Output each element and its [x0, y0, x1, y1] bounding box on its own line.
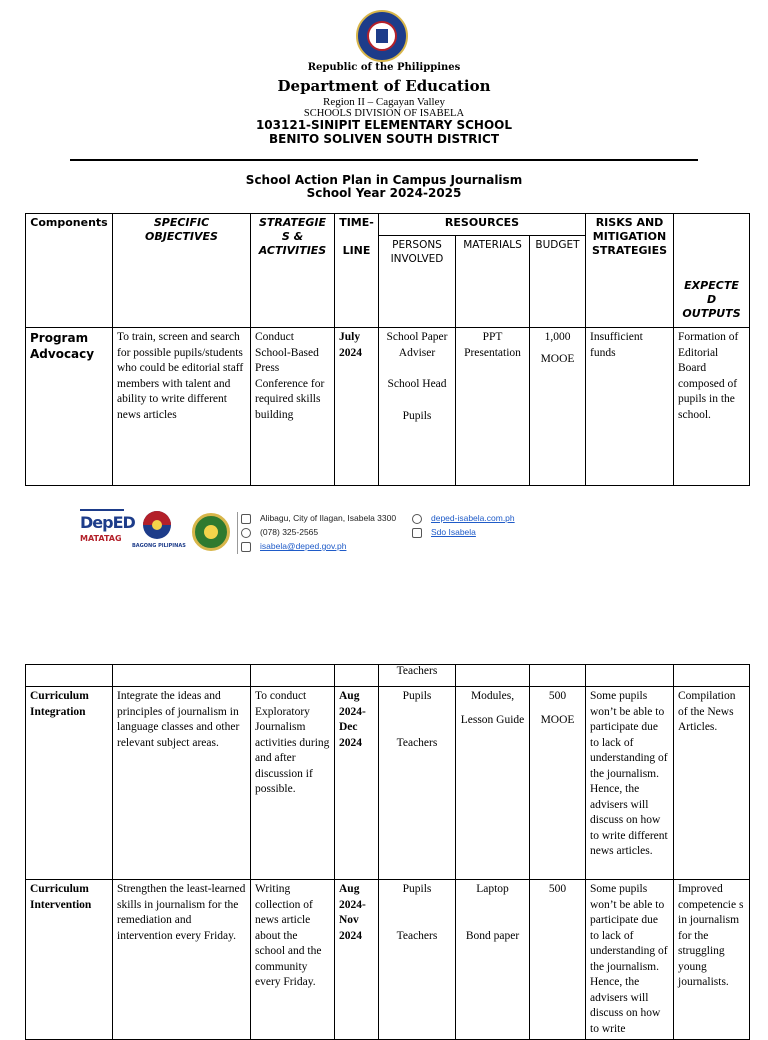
footer-website[interactable]: deped-isabela.com.ph	[431, 513, 515, 523]
budget-source: MOOE	[540, 713, 575, 726]
budget-source: MOOE	[540, 352, 575, 365]
materials-cell	[456, 687, 530, 880]
division-line: SCHOOLS DIVISION OF ISABELA	[303, 108, 465, 119]
material-item: Bond paper	[465, 929, 520, 942]
objective-cell: Integrate the ideas and principles of journalism in language classes and other relevant subject areas.	[113, 687, 251, 880]
persons-cell	[379, 880, 456, 1040]
material-item: Laptop	[476, 883, 509, 895]
material-item: Lesson Guide	[460, 713, 525, 726]
persons-cell: Teachers	[379, 665, 456, 687]
header-resources: RESOURCES	[379, 214, 586, 236]
output-cell: Formation of Editorial Board composed of pupils in the school.	[674, 328, 750, 486]
strategy-cell: To conduct Exploratory Journalism activities during and after discussion if possible.	[251, 687, 335, 880]
footer-facebook[interactable]: Sdo Isabela	[431, 527, 476, 537]
deped-seal-icon	[356, 10, 408, 62]
materials-cell: PPT Presentation	[456, 328, 530, 486]
table-row	[26, 687, 750, 880]
timeline-cell: July 2024	[335, 328, 379, 486]
person-item: School Head	[387, 378, 447, 390]
budget-cell: 500	[530, 880, 586, 1040]
table-row	[26, 328, 750, 486]
timeline-cell: Aug 2024-Nov 2024	[335, 880, 379, 1040]
budget-cell	[530, 328, 586, 486]
bagong-pilipinas-text: BAGONG PILIPINAS	[132, 543, 186, 549]
sdo-isabela-seal-icon	[192, 513, 230, 551]
header-timeline: TIME- LINE	[335, 214, 379, 328]
component-cell: Curriculum Integration	[26, 687, 113, 880]
materials-cell	[456, 880, 530, 1040]
header-persons: PERSONS INVOLVED	[379, 236, 456, 328]
timeline-cell: Aug 2024-Dec 2024	[335, 687, 379, 880]
header-outputs: EXPECTE D OUTPUTS	[674, 214, 750, 328]
phone-icon	[241, 528, 251, 538]
footer-accent-line	[80, 509, 124, 511]
department-line: Department of Education	[277, 77, 491, 95]
district-name: BENITO SOLIVEN SOUTH DISTRICT	[268, 132, 500, 146]
person-item: Pupils	[402, 690, 432, 702]
component-cell: Program Advocacy	[26, 328, 113, 486]
budget-cell	[530, 687, 586, 880]
header-risks: RISKS AND MITIGATION STRATEGIES	[586, 214, 674, 328]
person-item: Teachers	[396, 736, 438, 749]
objective-cell: Strengthen the least-learned skills in journalism for the remediation and intervention every Friday.	[113, 880, 251, 1040]
footer-phone: (078) 325-2565	[260, 527, 319, 537]
risk-cell: Insufficient funds	[586, 328, 674, 486]
matatag-logo: MATATAG	[80, 534, 122, 543]
strategy-cell: Conduct School-Based Press Conference for required skills building	[251, 328, 335, 486]
action-plan-table	[25, 213, 750, 486]
email-icon	[241, 542, 251, 552]
republic-line: Republic of the Philippines	[307, 62, 461, 73]
person-item: Teachers	[396, 929, 438, 942]
letterhead-footer	[70, 497, 530, 559]
component-cell: Curriculum Intervention	[26, 880, 113, 1040]
persons-cell	[379, 687, 456, 880]
facebook-icon	[412, 528, 422, 538]
header-materials: MATERIALS	[456, 236, 530, 328]
risk-cell: Some pupils won’t be able to participate due to lack of understanding of the journalism. Hence, the advisers will discuss on how to write different news articles.	[586, 687, 674, 880]
plan-year: School Year 2024-2025	[306, 186, 462, 200]
table-row	[26, 880, 750, 1040]
region-line: Region II – Cagayan Valley	[323, 96, 445, 108]
header-strategies: STRATEGIE S & ACTIVITIES	[251, 214, 335, 328]
plan-title: School Action Plan in Campus Journalism	[245, 173, 523, 187]
action-plan-table-continued	[25, 664, 750, 1040]
risk-cell: Some pupils won’t be able to participate due to lack of understanding of the journalism. Hence, the advisers will discuss on how to write	[586, 880, 674, 1040]
budget-value: 500	[548, 690, 567, 702]
budget-value: 1,000	[544, 331, 571, 343]
person-item: Pupils	[402, 409, 432, 422]
person-item: School Paper Adviser	[386, 331, 448, 359]
header-budget: BUDGET	[530, 236, 586, 328]
persons-cell	[379, 328, 456, 486]
footer-email[interactable]: isabela@deped.gov.ph	[260, 541, 347, 551]
material-item: Modules,	[470, 690, 515, 702]
header-components: Components	[26, 214, 113, 328]
deped-logo: DepED	[80, 513, 135, 532]
header-rule	[70, 159, 698, 161]
bagong-pilipinas-logo-icon	[138, 509, 176, 543]
objective-cell: To train, screen and search for possible pupils/students who could be editorial staff members with talent and ability to write different news articles	[113, 328, 251, 486]
globe-icon	[412, 514, 422, 524]
school-name: 103121-SINIPIT ELEMENTARY SCHOOL	[255, 118, 513, 132]
footer-divider	[237, 512, 238, 554]
footer-address: Alibagu, City of Ilagan, Isabela 3300	[260, 513, 397, 523]
output-cell: Improved competencie s in journalism for the struggling young journalists.	[674, 880, 750, 1040]
output-cell: Compilation of the News Articles.	[674, 687, 750, 880]
strategy-cell: Writing collection of news article about the school and the community every Friday.	[251, 880, 335, 1040]
building-icon	[241, 514, 251, 524]
header-objectives: SPECIFIC OBJECTIVES	[113, 214, 251, 328]
person-item: Pupils	[402, 883, 432, 895]
table-row	[26, 665, 750, 687]
